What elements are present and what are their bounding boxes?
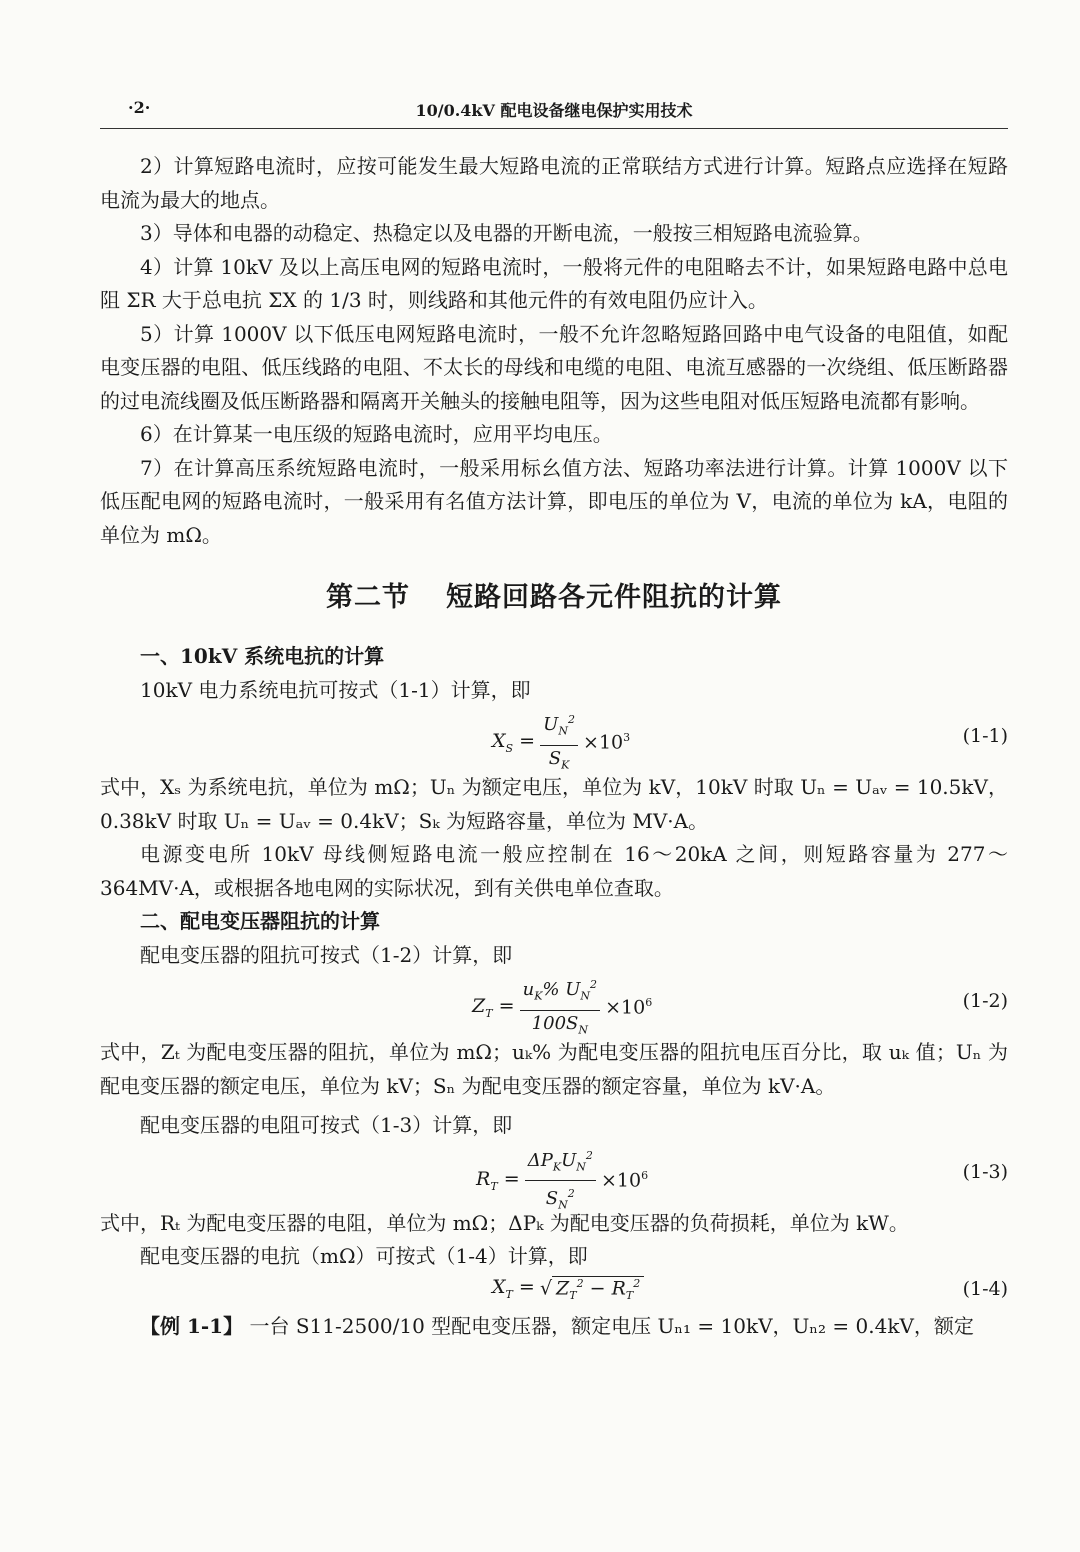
- paragraph-6: 6）在计算某一电压级的短路电流时，应用平均电压。: [140, 422, 613, 446]
- formula-3-intro: 配电变压器的电阻可按式（1-3）计算，即: [140, 1113, 513, 1137]
- paragraph-7: 7）在计算高压系统短路电流时，一般采用标幺值方法、短路功率法进行计算。计算 1000V 以下低压配电网的短路电流时，一般采用有名值方法计算，即电压的单位为 V，电流的单位为 kA，电阻的单位为 mΩ。: [100, 455, 1008, 547]
- equation-number-1-1: (1-1): [962, 725, 1008, 747]
- paragraph-3: 3）导体和电器的动稳定、热稳定以及电器的开断电流，一般按三相短路电流验算。: [140, 221, 873, 245]
- equation-number-1-4: (1-4): [962, 1277, 1008, 1300]
- formula-3-explanation: 式中，Rₜ 为配电变压器的电阻，单位为 mΩ；ΔPₖ 为配电变压器的负荷损耗，单位为 kW。: [100, 1210, 909, 1235]
- formula-2-intro: 配电变压器的阻抗可按式（1-2）计算，即: [140, 942, 513, 967]
- formula-1-3: $R_T$ = $\frac{\Delta P_KU_N^2}{S_N^2}$ $\times 10^6$ (1-3): [100, 1143, 1008, 1207]
- example-text: 一台 S11-2500/10 型配电变压器，额定电压 Uₙ₁ = 10kV，Uₙ₂ = 0.4kV，额定: [249, 1313, 974, 1338]
- formula-4-intro: 配电变压器的电抗（mΩ）可按式（1-4）计算，即: [140, 1244, 588, 1268]
- formula-1-explanation: 式中，Xₛ 为系统电抗，单位为 mΩ；Uₙ 为额定电压，单位为 kV，10kV 时取 Uₙ = Uₐᵥ = 10.5kV，0.38kV 时取 Uₙ = Uₐᵥ = 0.4kV；Sₖ 为短路容量，单位为 MV·A。: [100, 775, 1008, 833]
- running-header: [100, 98, 1008, 129]
- formula-1-4: $X_T$ = √ $Z_T^2 - R_T^2$ (1-4): [492, 1276, 1008, 1302]
- section-name: 短路回路各元件阻抗的计算: [446, 582, 782, 613]
- section-title: [100, 574, 1008, 622]
- subsection-2-heading: 二、配电变压器阻抗的计算: [140, 909, 380, 933]
- page-number: ·2·: [128, 98, 151, 117]
- formula-1-intro: 10kV 电力系统电抗可按式（1-1）计算，即: [140, 677, 531, 702]
- example-label: 【例 1-1】: [140, 1313, 244, 1338]
- paragraph-5: 5）计算 1000V 以下低压电网短路电流时，一般不允许忽略短路回路中电气设备的电阻值，如配电变压器的电阻、低压线路的电阻、不太长的母线和电缆的电阻、电流互感器的一次绕组、低压断路器的过电流线圈及低压断路器和隔离开关触头的接触电阻等，因为这些电阻对低压短路电流都有影响。: [100, 321, 1008, 413]
- formula-1-1: $X_S$ = $\frac{U_N^2}{S_K}$ $\times 10^3$ (1-1): [100, 707, 1008, 771]
- subsection-1-heading: 一、10kV 系统电抗的计算: [140, 644, 385, 668]
- formula-2-explanation: 式中，Zₜ 为配电变压器的阻抗，单位为 mΩ；uₖ% 为配电变压器的阻抗电压百分比，取 uₖ 值；Uₙ 为配电变压器的额定电压，单位为 kV；Sₙ 为配电变压器的额定容量，单位为 kV·A。: [100, 1040, 1008, 1098]
- equation-number-1-2: (1-2): [962, 990, 1008, 1012]
- section-number: 第二节: [326, 582, 410, 613]
- equation-number-1-3: (1-3): [962, 1160, 1008, 1183]
- running-title: 10/0.4kV 配电设备继电保护实用技术: [415, 101, 693, 120]
- example-1-1: [100, 1310, 1008, 1344]
- short-circuit-capacity-note: 电源变电所 10kV 母线侧短路电流一般应控制在 16～20kA 之间，则短路容量为 277～364MV·A，或根据各地电网的实际状况，到有关供电单位查取。: [100, 842, 1008, 900]
- paragraph-2: 2）计算短路电流时，应按可能发生最大短路电流的正常联结方式进行计算。短路点应选择在短路电流为最大的地点。: [100, 154, 1008, 212]
- formula-1-2: $Z_T$ = $\frac{u_K\% U_N^2}{100S_N}$ $\times 10^6$ (1-2): [100, 972, 1008, 1036]
- paragraph-4: 4）计算 10kV 及以上高压电网的短路电流时，一般将元件的电阻略去不计，如果短路电路中总电阻 ΣR 大于总电抗 ΣX 的 1/3 时，则线路和其他元件的有效电阻仍应计入。: [100, 254, 1008, 312]
- page-body: [100, 150, 1008, 1343]
